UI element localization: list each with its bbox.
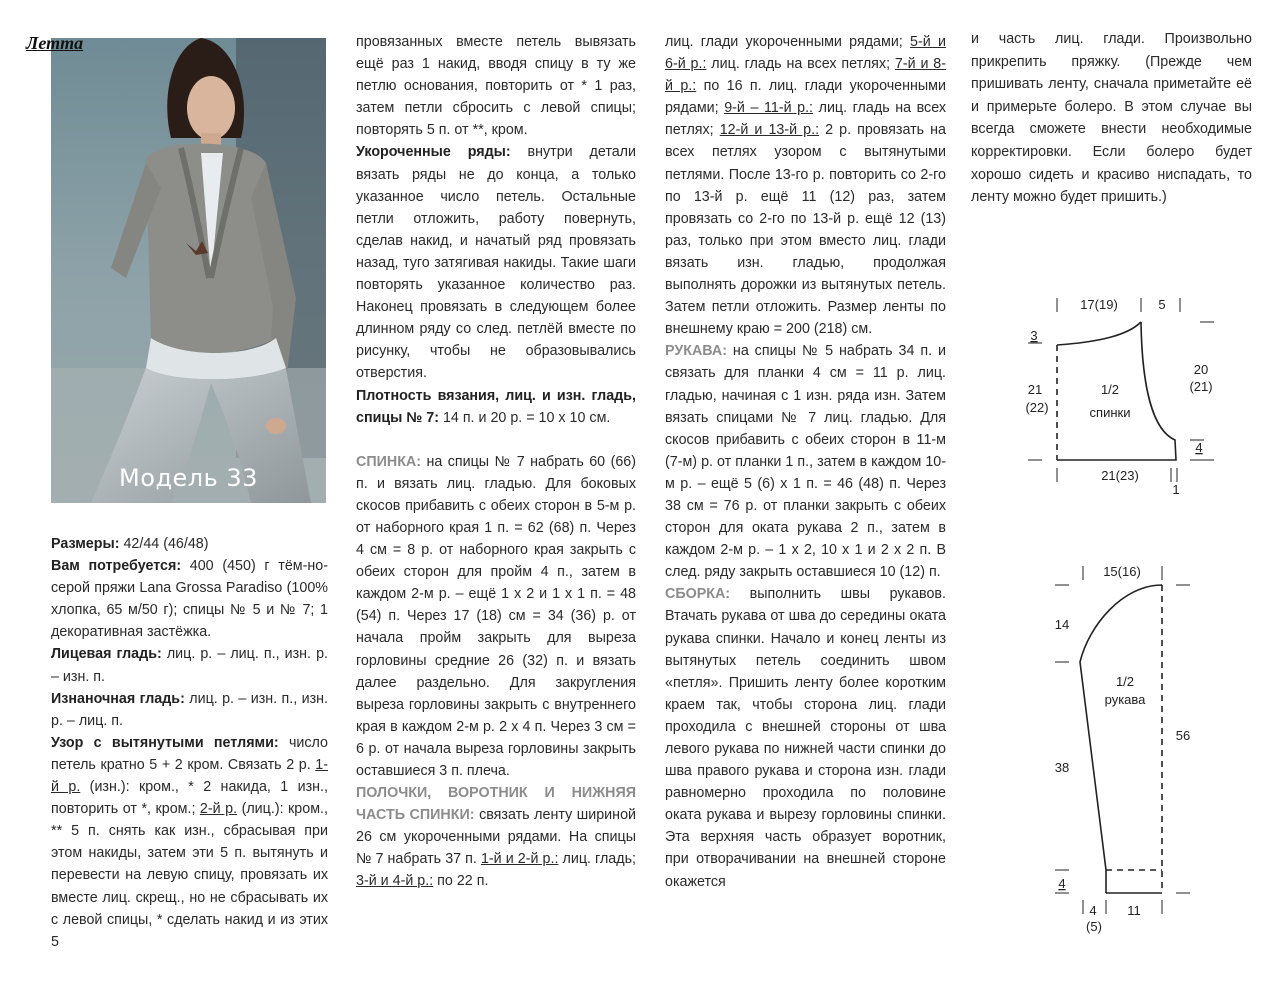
band-text: лиц. гладь на всех петлях; xyxy=(665,100,946,139)
band-text: по 16 п. лиц. глади укороченными рядами; xyxy=(665,78,946,117)
band-paragraph xyxy=(665,31,946,340)
band-text: лиц. гладь на всех петлях; xyxy=(706,56,895,73)
sleeve-cap-outline xyxy=(1080,585,1162,870)
assembly-paragraph xyxy=(665,583,946,892)
band-text: 2 р. провязать на всех петлях узором с вытянутыми петлями. После 13-го р. повторить со 2-го по 13-й р. ещё 11 (12) раз, затем провязать со 2-го по 13-й р. ещё 12 (13) раз, только при этом вместо лиц. глади вязать изн. гладью, продолжая выполнять дорожки из вытянутых петель. Затем петли отложить. Размер ленты по внешнему краю = 200 (218) см. xyxy=(665,122,946,338)
sleeve-top-width: 15(16) xyxy=(1103,564,1141,579)
back-paragraph xyxy=(356,451,636,782)
pattern-label: Узор с вытянутыми петлями: xyxy=(51,734,279,751)
sleeve-cap-height: 14 xyxy=(1054,617,1070,632)
row-ref: 1-й р. xyxy=(51,756,328,796)
sleeve-schematic xyxy=(1045,560,1220,945)
model-caption: Модель 33 xyxy=(119,464,258,492)
pattern-text: (изн.): кром., * 2 накида, 1 изн., повторить от *, кром.; xyxy=(51,779,328,818)
row-ref: 1-й и 2-й р.: xyxy=(480,851,559,868)
sizes-value: 42/44 (46/48) xyxy=(119,536,209,552)
back-piece-name: спинки xyxy=(1089,405,1131,420)
finishing-paragraph: и часть лиц. глади. Произвольно прикрепить пряжку. (Прежде чем пришивать ленту, сначала приметайте её и примерьте болеро. В этом случае вы всегда сможете внести необходимые корректировки. Если болеро будет хорошо сидеть и красиво ниспадать, то ленту можно будет пришить.) xyxy=(971,31,1252,206)
back-value: на спицы № 7 набрать 60 (66) п. и вязать лиц. гладью. Для боковых скосов прибавить с обеих сторон в 5-м р. от наборного края 1 п. = 62 (68) п. Через 4 см = 8 р. от наборного края закрыть с обеих сторон для пройм 4 п., затем в каждом 2-м р. – ещё 1 х 2 и 1 х 1 п. = 48 (54) п. Через 17 (18) см = 34 (36) р. от начала пройм закрыть для выреза горловины средние 26 (32) п. и вязать далее раздельно. Для закругления выреза горловины закрыть с внутреннего края в каждом 2-м р. 2 х 4 п. Через 3 см = 6 р. от начала выреза горловины закрыть оставшиеся 3 п. плеча. xyxy=(356,453,636,779)
fronts-heading: ПОЛОЧКИ, ВОРОТНИК И НИЖНЯЯ ЧАСТЬ СПИНКИ: xyxy=(356,785,636,824)
back-armhole-alt: (21) xyxy=(1189,379,1213,394)
back-piece-fraction: 1/2 xyxy=(1100,382,1120,397)
fronts-paragraph xyxy=(356,782,636,892)
assembly-value: выполнить швы рукавов. Втачать рукава от шва до середины оката рукава спинки. Начало и конец ленты из вытянутых петель соединить швом «петля». Пришить ленту более коротким краем так, чтобы сторона лиц. глади проходила с внешней стороны от шва левого рукава по нижней части спинки до шва правого рукава и сторона изн. глади равномерно проходила по половине оката рукава и вырезу горловины спинки. Эта верхняя часть образует воротник, при отворачивании на внешней стороне окажется xyxy=(665,586,946,890)
magazine-logo: Летта xyxy=(26,33,84,53)
gauge-label: Плотность вязания, лиц. и изн. гладь, спицы № 7: xyxy=(356,387,636,426)
sleeve-total-height: 56 xyxy=(1175,728,1191,743)
back-side-alt: (22) xyxy=(1025,400,1049,415)
back-hem-step: 4 xyxy=(1195,440,1203,455)
sleeve-lower-height: 38 xyxy=(1054,760,1070,775)
fronts-text: связать ленту шириной 26 см укороченными рядами. На спицы № 7 набрать 37 п. xyxy=(356,807,637,868)
stockinette-value: лиц. р. – лиц. п., изн. р. – изн. п. xyxy=(51,646,328,685)
sleeve-bottom-left-alt: (5) xyxy=(1086,919,1102,934)
sleeve-piece-fraction: 1/2 xyxy=(1115,674,1135,689)
back-heading: СПИНКА: xyxy=(356,453,422,470)
back-neck-depth: 3 xyxy=(1030,328,1038,343)
row-ref: 5-й и 6-й р.: xyxy=(665,34,946,73)
sizes-label: Размеры: xyxy=(51,536,120,552)
back-shoulder: 5 xyxy=(1158,297,1166,312)
back-neckline xyxy=(1057,322,1141,345)
column-4 xyxy=(971,28,1252,209)
short-rows-label: Укороченные ряды: xyxy=(356,144,511,161)
reverse-stockinette-label: Изнаночная гладь: xyxy=(51,690,185,707)
sleeve-piece-name: рукава xyxy=(1104,692,1146,707)
assembly-heading: СБОРКА: xyxy=(665,586,731,603)
reverse-stockinette-value: лиц. р. – изн. п., изн. р. – лиц. п. xyxy=(51,690,328,729)
row-ref: 12-й и 13-й р.: xyxy=(719,122,820,139)
sleeve-cuff: 4 xyxy=(1058,876,1066,891)
row-ref: 3-й и 4-й р.: xyxy=(356,873,434,890)
sleeves-value: на спицы № 5 набрать 34 п. и связать для планки 4 см = 11 р. лиц. гладью, начиная с 1 изн. ряда изн. Затем вязать спицами № 7 лиц. гладью. Для скосов прибавить с обеих сторон в 11-м (7-м) р. от планки 1 п., затем в каждом 10-м р. – ещё 5 (6) х 1 п. = 46 (48) п. Через 38 см = 76 р. от планки закрыть с обеих сторон для оката рукава 2 п., затем в каждом 2-м р. – 1 х 2, 10 х 1 и 2 х 2 п. В след. ряду закрыть оставшиеся 10 (12) п. xyxy=(665,343,946,581)
back-schematic xyxy=(1020,290,1230,500)
sleeves-heading: РУКАВА: xyxy=(665,343,727,360)
sleeve-bottom-right: 11 xyxy=(1127,903,1141,918)
sleeves-paragraph xyxy=(665,340,946,583)
band-text: лиц. глади укороченными рядами; xyxy=(665,34,911,50)
back-armhole: 20 xyxy=(1193,362,1209,377)
pattern-paragraph xyxy=(51,732,328,953)
pattern-continuation: провязанных вместе петель вывязать ещё раз 1 накид, вводя спицу в ту же петлю основания, повторить от * 1 раз, затем петли сбросить с левой спицы; повторять 5 п. от **, кром. xyxy=(356,34,636,139)
back-bottom-width: 21(23) xyxy=(1101,468,1139,483)
stockinette-paragraph xyxy=(51,643,328,687)
short-rows-value: внутри детали вязать ряды не до конца, а только указанное число петель. Остальные петли отложить, работу повернуть, сделав накид, и начатый ряд провязать назад, туго затягивая накиды. Такие шаги повторять указанное количество раз. Наконец провязать в следующем более длинном ряду со след. петлёй вместе по рисунку, чтобы не образовывались отверстия. xyxy=(356,144,637,382)
row-ref: 2-й р. xyxy=(199,801,238,818)
column-2 xyxy=(356,31,636,893)
column-3 xyxy=(665,31,946,893)
reverse-stockinette-paragraph xyxy=(51,688,328,732)
back-top-width: 17(19) xyxy=(1080,297,1118,312)
sleeve-bottom-left: 4 xyxy=(1089,903,1097,918)
back-bottom-offset: 1 xyxy=(1172,482,1180,497)
gauge-value: 14 п. и 20 р. = 10 х 10 см. xyxy=(438,409,611,426)
fronts-text: по 22 п. xyxy=(433,873,489,890)
materials-label: Вам потребуется: xyxy=(51,558,182,575)
back-side: 21 xyxy=(1027,382,1043,397)
row-ref: 7-й и 8-й р.: xyxy=(665,56,947,95)
materials-paragraph xyxy=(51,555,328,643)
materials-value: 400 (450) г тём-но-серой пряжи Lana Grossa Paradiso (100% хлопка, 65 м/50 г); спицы № 5 и № 7; 1 декоративная застёжка. xyxy=(51,558,328,641)
sizes-paragraph xyxy=(51,533,328,555)
model-photo-illustration xyxy=(51,38,326,503)
pattern-text: число петель кратно 5 + 2 кром. Связать 2 р. xyxy=(51,734,328,773)
gauge-paragraph xyxy=(356,385,636,429)
row-ref: 9-й – 11-й р.: xyxy=(724,100,814,117)
pattern-text: (лиц.): кром., ** 5 п. снять как изн., сбрасывая при этом накиды, затем эти 5 п. вытянуть и перевести на левую спицу, провязать их вместе лиц. скрещ., но не сбрасывать их с левой спицы, * сделать накид и из этих 5 xyxy=(51,801,328,950)
fronts-text: лиц. гладь; xyxy=(558,851,637,868)
stockinette-label: Лицевая гладь: xyxy=(51,646,162,663)
model-photo xyxy=(51,38,326,503)
short-rows-paragraph xyxy=(356,141,636,384)
column-1 xyxy=(51,533,328,953)
